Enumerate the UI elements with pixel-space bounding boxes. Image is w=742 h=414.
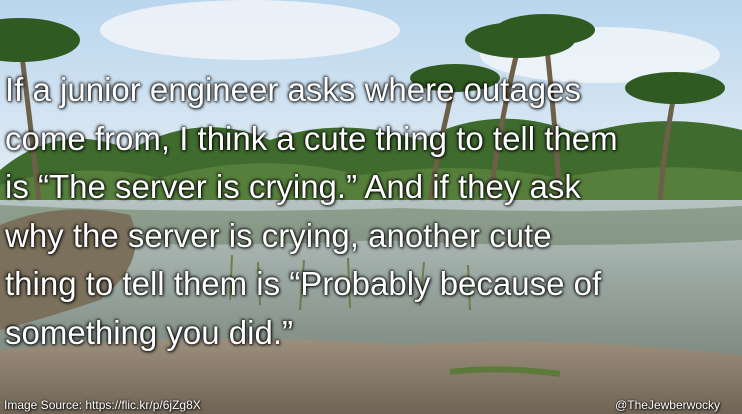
cloud xyxy=(100,0,400,60)
quote-line: come from, I think a cute thing to tell them xyxy=(5,119,618,157)
image-source-credit: Image Source: https://flic.kr/p/6jZg8X xyxy=(4,398,201,412)
author-handle: @TheJewberwocky xyxy=(615,398,720,412)
quote-line: why the server is crying, another cute xyxy=(5,216,552,254)
quote-text xyxy=(5,66,741,357)
quote-line: something you did.” xyxy=(5,313,293,351)
quote-line: thing to tell them is “Probably because of xyxy=(5,265,602,302)
quote-line: If a junior engineer asks where outages xyxy=(5,71,582,108)
quote-line: is “The server is crying.” And if they ask xyxy=(5,168,581,205)
